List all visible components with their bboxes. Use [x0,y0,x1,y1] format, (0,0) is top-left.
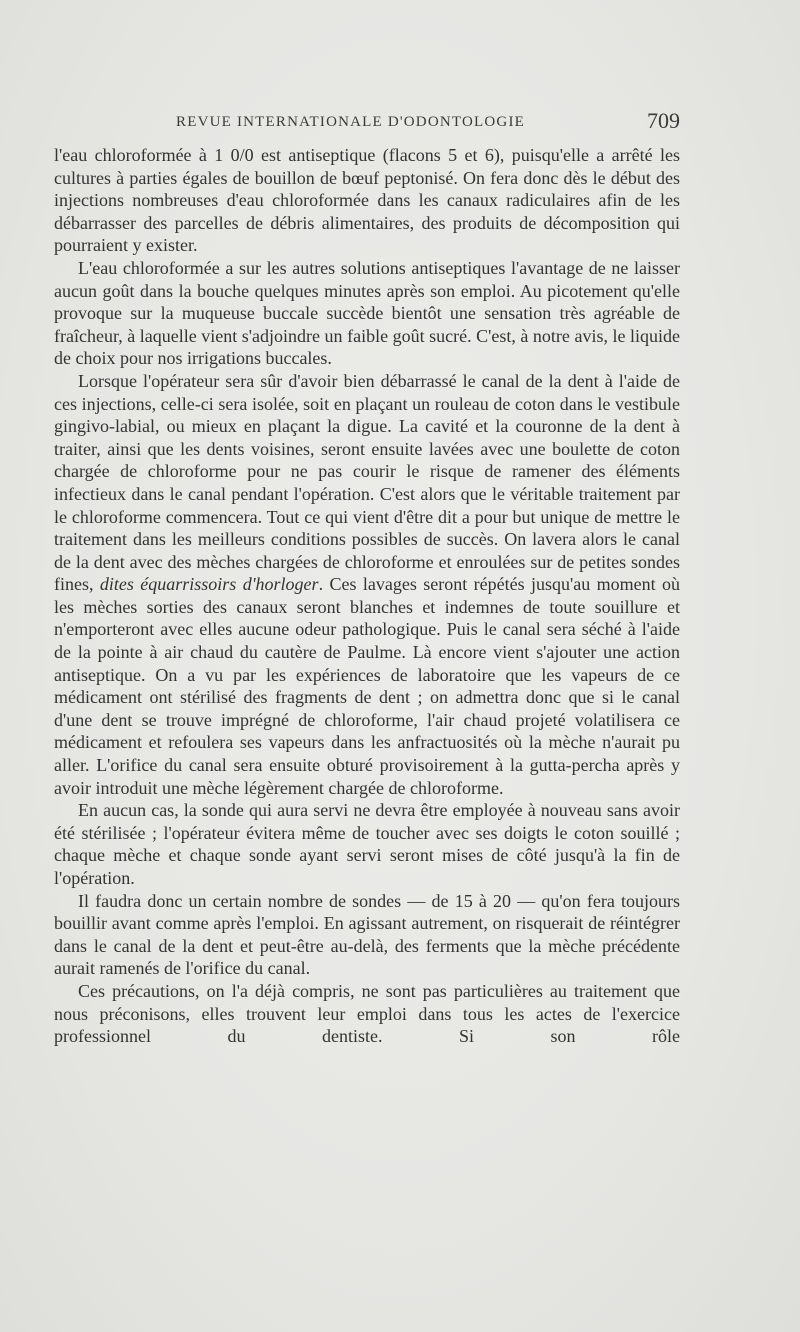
body-text [54,144,680,1048]
paragraph-1: l'eau chloroformée à 1 0/0 est antiseptique (flacons 5 et 6), puisqu'elle a arrêté les cultures à parties égales de bouillon de bœuf peptonisé. On fera donc dès le début des injections nombreuses d'eau chloroformée dans les canaux radiculaires afin de les débarrasser des parcelles de débris alimentaires, des produits de décomposition qui pourraient y exister. [54,145,680,256]
paragraph-5: Il faudra donc un certain nombre de sondes — de 15 à 20 — qu'on fera toujours bouillir avant comme après l'emploi. En agissant autrement, on risquerait de réintégrer dans le canal de la dent et peut-être au-delà, des ferments que la mèche précédente aurait ramenés de l'orifice du canal. [54,890,680,979]
paragraph-4: En aucun cas, la sonde qui aura servi ne devra être employée à nouveau sans avoir été stérilisée ; l'opérateur évitera même de toucher avec ses doigts le coton souillé ; chaque mèche et chaque sonde ayant servi seront mises de côté jusqu'à la fin de l'opération. [54,800,680,888]
running-head: REVUE INTERNATIONALE D'ODONTOLOGIE [176,114,526,130]
paragraph-3-part-2: . Ces lavages seront répétés jusqu'au moment où les mèches sorties des canaux seront blanches et indemnes de toute souillure et n'emporteront avec elles aucune odeur pathologique. Puis le canal sera séché à l'aide de la pointe à air chaud du cautère de Paulme. Là encore vient s'ajouter une action antiseptique. On a vu par les expériences de laboratoire que les vapeurs de ce médicament ont stérilisé des fragments de dent ; on admettra donc que si le canal d'une dent se trouve imprégné de chloroforme, l'air chaud projeté volatilisera ce médicament et refoulera ses vapeurs dans les anfractuosités où la mèche n'aurait pu aller. L'orifice du canal sera ensuite obturé provisoirement à la gutta-percha après y avoir introduit une mèche légèrement chargée de chloroforme. [54,574,680,798]
paragraph-6: Ces précautions, on l'a déjà compris, ne sont pas particulières au traitement que nous préconisons, elles trouvent leur emploi dans tous les actes de l'exercice professionnel du dentiste. Si son rôle [54,980,680,1047]
paragraph-3 [54,370,680,799]
page-header [54,110,680,140]
paragraph-3-part-1: Lorsque l'opérateur sera sûr d'avoir bien débarrassé le canal de la dent à l'aide de ces injections, celle-ci sera isolée, soit en plaçant un rouleau de coton dans le vestibule gingivo-labial, ou mieux en plaçant la digue. La cavité et la couronne de la dent à traiter, ainsi que les dents voisines, seront ensuite lavées avec une boulette de coton chargée de chloroforme pour ne pas courir le risque de ramener des éléments infectieux dans le canal pendant l'opération. C'est alors que le véritable traitement par le chloroforme commencera. Tout ce qui vient d'être dit a pour but unique de mettre le traitement dans les meilleurs conditions possibles de succès. On lavera alors le canal de la dent avec des mèches chargées de chloroforme et enroulées sur de petites sondes fines, [54,370,680,595]
page-number: 709 [647,108,680,133]
paragraph-2: L'eau chloroformée a sur les autres solutions antiseptiques l'avantage de ne laisser aucun goût dans la bouche quelques minutes après son emploi. Au picotement qu'elle provoque sur la muqueuse buccale succède bientôt une sensation très agréable de fraîcheur, à laquelle vient s'adjoindre un faible goût sucré. C'est, à notre avis, le liquide de choix pour nos irrigations buccales. [54,257,680,369]
italic-term: dites équarrissoirs d'horloger [99,574,319,595]
